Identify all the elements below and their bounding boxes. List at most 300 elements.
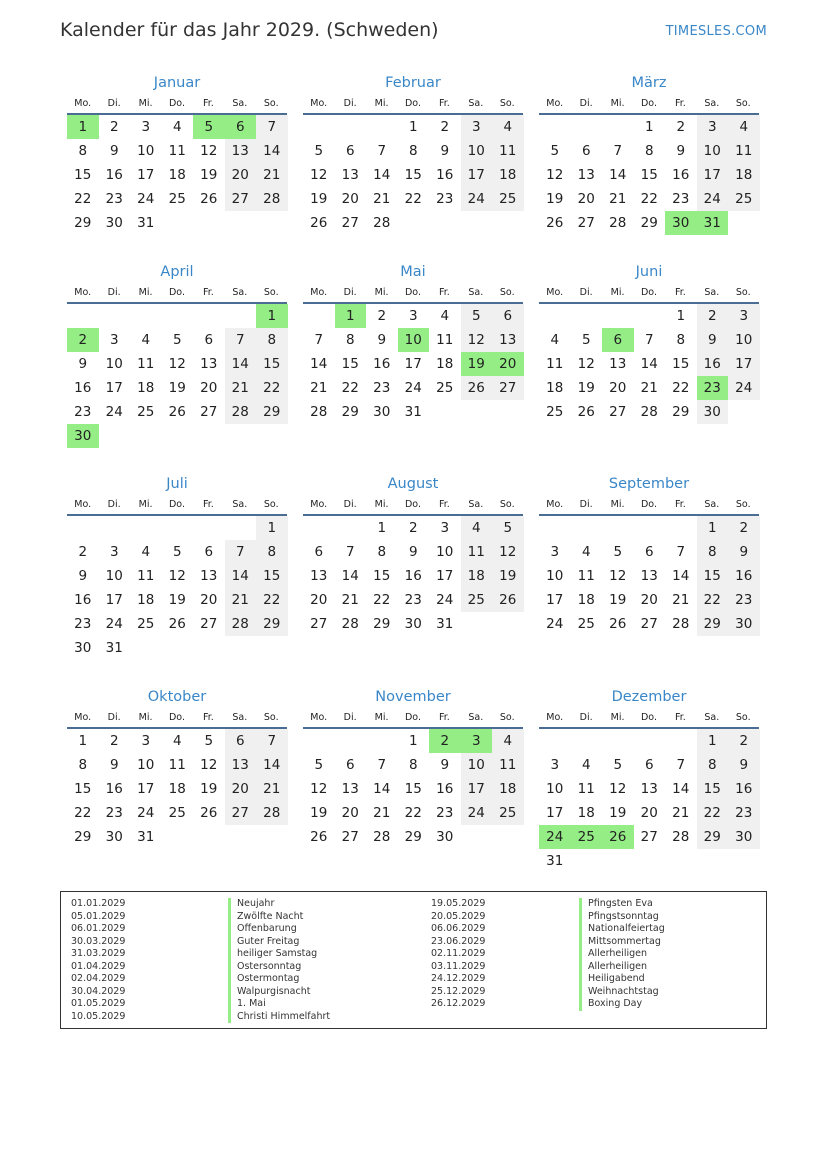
weekend-day-cell: 4 (461, 516, 493, 540)
day-cell: 28 (341, 616, 359, 632)
empty-cell (193, 516, 225, 540)
day-cell: 23 (74, 616, 92, 632)
empty-cell (130, 516, 162, 540)
weekend-day-cell: 7 (225, 540, 257, 564)
day-cell: 7 (377, 757, 387, 773)
day-cell: 1 (377, 520, 387, 536)
weekend-day-cell: 10 (728, 328, 760, 352)
day-cell: 26 (577, 404, 595, 420)
weekend-day-cell: 8 (256, 540, 288, 564)
weekend-day-cell: 13 (492, 328, 524, 352)
weekend-day-cell: 5 (461, 304, 493, 328)
day-cell: 7 (644, 332, 654, 348)
day-cell: 6 (204, 332, 214, 348)
legend-holiday-name: Ostermontag (228, 973, 330, 986)
day-cell: 26 (310, 829, 328, 845)
day-cell: 5 (172, 544, 182, 560)
weekday-header (539, 283, 759, 304)
empty-cell (602, 729, 634, 753)
weekday-label: Sa. (468, 712, 484, 723)
legend-holiday-name: Ostersonntag (228, 961, 330, 974)
day-cell: 21 (609, 191, 627, 207)
weekend-day-cell: 22 (697, 801, 729, 825)
day-cell: 25 (168, 191, 186, 207)
day-cell: 1 (408, 119, 418, 135)
weekend-day-cell: 3 (728, 304, 760, 328)
weekday-header (539, 94, 759, 115)
legend-date: 02.11.2029 (431, 948, 486, 959)
day-cell: 22 (640, 191, 658, 207)
legend-date: 01.05.2029 (71, 998, 126, 1009)
day-cell: 5 (613, 544, 623, 560)
weekend-day-cell: 21 (256, 163, 288, 187)
day-cell: 2 (676, 119, 686, 135)
holiday-day-cell: 20 (492, 352, 524, 376)
day-cell: 20 (310, 592, 328, 608)
weekend-day-cell: 6 (225, 729, 257, 753)
month-name: März (631, 75, 667, 91)
day-cell: 27 (341, 829, 359, 845)
day-cell: 25 (168, 805, 186, 821)
day-cell: 5 (314, 143, 324, 159)
legend-holiday-name: Zwölfte Nacht (228, 911, 330, 924)
weekend-day-cell: 10 (461, 753, 493, 777)
weekend-day-cell: 28 (225, 400, 257, 424)
day-cell: 3 (408, 308, 418, 324)
day-cell: 27 (577, 215, 595, 231)
legend-date: 23.06.2029 (431, 935, 486, 947)
day-cell: 2 (109, 119, 119, 135)
weekend-day-cell: 24 (728, 376, 760, 400)
day-cell: 7 (314, 332, 324, 348)
day-cell: 4 (141, 544, 151, 560)
day-cell: 11 (168, 143, 186, 159)
weekend-day-cell: 17 (728, 352, 760, 376)
day-cell: 1 (644, 119, 654, 135)
weekend-day-cell: 25 (461, 588, 493, 612)
day-cell: 15 (404, 781, 422, 797)
weekend-day-cell: 17 (461, 163, 493, 187)
weekday-header (67, 708, 287, 729)
day-cell: 5 (204, 733, 214, 749)
empty-cell (99, 516, 131, 540)
month-name: Februar (385, 75, 441, 91)
legend-date: 30.04.2029 (71, 985, 126, 997)
weekend-day-cell: 20 (225, 163, 257, 187)
holiday-day-cell: 10 (398, 328, 430, 352)
day-cell: 16 (373, 356, 391, 372)
legend-holiday-name: Guter Freitag (228, 936, 330, 949)
weekday-label: Di. (343, 712, 357, 723)
weekday-label: Sa. (704, 98, 720, 109)
weekday-label: Sa. (232, 712, 248, 723)
weekday-label: So. (263, 712, 279, 723)
weekend-day-cell: 29 (697, 612, 729, 636)
weekday-label: Do. (404, 712, 421, 723)
weekend-day-cell: 28 (225, 612, 257, 636)
weekday-label: So. (263, 499, 279, 510)
weekend-day-cell: 21 (225, 588, 257, 612)
holiday-day-cell: 24 (539, 825, 571, 849)
day-cell: 16 (74, 592, 92, 608)
day-cell: 12 (609, 568, 627, 584)
day-cell: 3 (141, 119, 151, 135)
day-cell: 16 (404, 568, 422, 584)
day-cell: 14 (373, 167, 391, 183)
day-cell: 23 (436, 805, 454, 821)
weekday-label: Mo. (310, 712, 328, 723)
day-cell: 1 (676, 308, 686, 324)
empty-cell (67, 516, 99, 540)
weekday-label: Mi. (610, 287, 625, 298)
day-cell: 25 (577, 616, 595, 632)
day-cell: 23 (105, 805, 123, 821)
day-cell: 27 (341, 215, 359, 231)
month-8 (539, 473, 759, 636)
brand-logo[interactable]: TIMESLES.COM (665, 24, 767, 39)
day-cell: 5 (581, 332, 591, 348)
empty-cell (303, 516, 335, 540)
holiday-day-cell: 25 (571, 825, 603, 849)
day-cell: 8 (345, 332, 355, 348)
weekday-label: Fr. (202, 98, 214, 109)
empty-cell (303, 304, 335, 328)
day-cell: 12 (168, 356, 186, 372)
weekend-day-cell: 18 (492, 777, 524, 801)
legend-date: 19.05.2029 (431, 898, 486, 909)
weekday-label: Di. (579, 712, 593, 723)
day-cell: 30 (105, 215, 123, 231)
empty-cell (303, 729, 335, 753)
day-cell: 20 (577, 191, 595, 207)
empty-cell (571, 516, 603, 540)
legend-holiday-name: Neujahr (228, 898, 330, 911)
day-cell: 4 (581, 757, 591, 773)
day-cell: 13 (310, 568, 328, 584)
weekend-day-cell: 26 (461, 376, 493, 400)
weekday-label: Do. (168, 499, 185, 510)
day-cell: 31 (105, 640, 123, 656)
day-cell: 11 (137, 568, 155, 584)
day-cell: 9 (109, 143, 119, 159)
legend-holiday-name: Boxing Day (579, 998, 665, 1011)
day-cell: 27 (640, 829, 658, 845)
day-cell: 23 (404, 592, 422, 608)
day-cell: 17 (137, 167, 155, 183)
day-cell: 29 (341, 404, 359, 420)
day-cell: 12 (168, 568, 186, 584)
day-cell: 30 (105, 829, 123, 845)
empty-cell (303, 115, 335, 139)
weekday-label: Mo. (74, 712, 92, 723)
day-cell: 10 (546, 781, 564, 797)
weekend-day-cell: 24 (697, 187, 729, 211)
day-cell: 26 (310, 215, 328, 231)
day-cell: 24 (546, 616, 564, 632)
day-cell: 27 (200, 404, 218, 420)
day-cell: 12 (609, 781, 627, 797)
month-0 (67, 72, 287, 235)
weekday-label: Do. (404, 499, 421, 510)
weekend-day-cell: 6 (492, 304, 524, 328)
day-cell: 23 (105, 191, 123, 207)
day-cell: 29 (640, 215, 658, 231)
day-cell: 15 (74, 167, 92, 183)
weekday-label: Sa. (468, 287, 484, 298)
day-cell: 11 (137, 356, 155, 372)
day-cell: 29 (74, 829, 92, 845)
day-cell: 10 (436, 544, 454, 560)
weekend-day-cell: 30 (728, 825, 760, 849)
day-cell: 14 (373, 781, 391, 797)
day-cell: 27 (609, 404, 627, 420)
legend-date: 25.12.2029 (431, 985, 486, 997)
weekday-label: Di. (107, 499, 121, 510)
weekday-label: Sa. (704, 712, 720, 723)
weekend-day-cell: 18 (461, 564, 493, 588)
weekend-day-cell: 2 (697, 304, 729, 328)
empty-cell (634, 516, 666, 540)
day-cell: 10 (105, 568, 123, 584)
weekend-day-cell: 14 (225, 564, 257, 588)
day-cell: 22 (74, 191, 92, 207)
weekday-label: Fr. (202, 499, 214, 510)
day-cell: 13 (609, 356, 627, 372)
weekday-header (67, 495, 287, 516)
day-cell: 9 (377, 332, 387, 348)
day-cell: 2 (440, 119, 450, 135)
month-name: Januar (153, 75, 201, 91)
day-cell: 24 (137, 805, 155, 821)
day-grid (539, 115, 760, 235)
holiday-day-cell: 2 (429, 729, 461, 753)
day-cell: 12 (546, 167, 564, 183)
day-cell: 7 (676, 544, 686, 560)
day-cell: 8 (408, 143, 418, 159)
weekend-day-cell: 13 (225, 139, 257, 163)
day-cell: 15 (74, 781, 92, 797)
weekday-label: Fr. (202, 712, 214, 723)
day-cell: 13 (200, 568, 218, 584)
day-cell: 11 (577, 781, 595, 797)
weekday-label: Fr. (674, 712, 686, 723)
empty-cell (539, 304, 571, 328)
weekend-day-cell: 14 (256, 753, 288, 777)
day-cell: 31 (546, 853, 564, 869)
day-cell: 15 (373, 568, 391, 584)
day-cell: 20 (200, 592, 218, 608)
legend-date: 31.03.2029 (71, 948, 126, 959)
day-cell: 8 (676, 332, 686, 348)
weekday-label: Mo. (74, 287, 92, 298)
day-cell: 17 (105, 592, 123, 608)
weekday-label: Di. (579, 98, 593, 109)
day-cell: 17 (546, 592, 564, 608)
weekend-day-cell: 8 (697, 540, 729, 564)
day-cell: 15 (672, 356, 690, 372)
month-3 (67, 261, 287, 448)
day-cell: 7 (613, 143, 623, 159)
day-cell: 8 (377, 544, 387, 560)
day-cell: 3 (109, 544, 119, 560)
legend-holiday-name: heiliger Samstag (228, 948, 330, 961)
weekend-day-cell: 11 (461, 540, 493, 564)
day-cell: 20 (640, 805, 658, 821)
weekday-label: Mo. (546, 287, 564, 298)
weekday-label: Mo. (310, 287, 328, 298)
day-cell: 8 (408, 757, 418, 773)
weekday-label: Di. (343, 499, 357, 510)
day-cell: 4 (141, 332, 151, 348)
empty-cell (571, 729, 603, 753)
day-cell: 18 (168, 781, 186, 797)
day-cell: 9 (440, 143, 450, 159)
legend-date: 26.12.2029 (431, 998, 486, 1009)
weekend-day-cell: 17 (697, 163, 729, 187)
day-cell: 31 (137, 215, 155, 231)
day-cell: 25 (436, 380, 454, 396)
weekend-day-cell: 25 (728, 187, 760, 211)
weekend-day-cell: 30 (728, 612, 760, 636)
day-cell: 23 (373, 380, 391, 396)
day-cell: 8 (644, 143, 654, 159)
weekday-label: Mo. (546, 98, 564, 109)
weekday-label: Mi. (374, 499, 389, 510)
day-cell: 13 (200, 356, 218, 372)
day-cell: 9 (78, 568, 88, 584)
weekend-day-cell: 27 (492, 376, 524, 400)
weekend-day-cell: 15 (697, 777, 729, 801)
day-cell: 1 (408, 733, 418, 749)
weekday-label: Mo. (74, 499, 92, 510)
day-cell: 9 (408, 544, 418, 560)
weekday-label: So. (263, 287, 279, 298)
weekend-day-cell: 16 (728, 564, 760, 588)
day-cell: 18 (168, 167, 186, 183)
day-cell: 9 (78, 356, 88, 372)
weekday-label: Fr. (438, 98, 450, 109)
holiday-day-cell: 5 (193, 115, 225, 139)
weekend-day-cell: 2 (728, 516, 760, 540)
day-cell: 23 (672, 191, 690, 207)
legend-holiday-name: Offenbarung (228, 923, 330, 936)
weekend-day-cell: 14 (225, 352, 257, 376)
weekday-label: Fr. (674, 98, 686, 109)
day-grid (67, 115, 288, 235)
weekend-day-cell: 1 (697, 516, 729, 540)
weekend-day-cell: 17 (461, 777, 493, 801)
legend-names-col-1 (228, 898, 330, 1023)
day-cell: 4 (550, 332, 560, 348)
day-grid (67, 304, 288, 448)
weekday-label: Mo. (310, 499, 328, 510)
weekday-label: So. (735, 712, 751, 723)
empty-cell (162, 516, 194, 540)
day-cell: 21 (341, 592, 359, 608)
day-cell: 25 (137, 616, 155, 632)
empty-cell (665, 516, 697, 540)
holiday-day-cell: 1 (256, 304, 288, 328)
legend-holiday-name: Walpurgisnacht (228, 986, 330, 999)
day-cell: 7 (676, 757, 686, 773)
weekday-label: So. (263, 98, 279, 109)
day-cell: 8 (78, 143, 88, 159)
day-cell: 28 (373, 829, 391, 845)
weekday-header (303, 283, 523, 304)
weekend-day-cell: 21 (256, 777, 288, 801)
day-cell: 16 (436, 167, 454, 183)
weekend-day-cell: 15 (697, 564, 729, 588)
weekday-label: Sa. (232, 98, 248, 109)
page-title: Kalender für das Jahr 2029. (Schweden) (60, 19, 439, 41)
day-cell: 10 (137, 143, 155, 159)
day-cell: 18 (436, 356, 454, 372)
weekend-day-cell: 8 (697, 753, 729, 777)
month-name: November (375, 689, 451, 705)
day-cell: 29 (404, 829, 422, 845)
month-5 (539, 261, 759, 424)
empty-cell (335, 115, 367, 139)
day-cell: 17 (546, 805, 564, 821)
day-cell: 26 (200, 191, 218, 207)
legend-date: 10.05.2029 (71, 1010, 126, 1022)
day-cell: 3 (550, 757, 560, 773)
month-name: August (387, 476, 439, 492)
day-cell: 18 (577, 592, 595, 608)
weekday-label: Do. (168, 712, 185, 723)
day-cell: 2 (377, 308, 387, 324)
weekend-day-cell: 29 (697, 825, 729, 849)
day-cell: 28 (640, 404, 658, 420)
day-cell: 12 (577, 356, 595, 372)
weekday-label: Di. (107, 712, 121, 723)
day-cell: 6 (345, 143, 355, 159)
day-cell: 26 (168, 404, 186, 420)
day-cell: 18 (577, 805, 595, 821)
weekend-day-cell: 4 (728, 115, 760, 139)
weekday-label: Di. (579, 287, 593, 298)
holiday-day-cell: 26 (602, 825, 634, 849)
weekend-day-cell: 7 (225, 328, 257, 352)
day-cell: 22 (404, 805, 422, 821)
day-cell: 19 (310, 805, 328, 821)
empty-cell (539, 729, 571, 753)
month-name: Dezember (611, 689, 687, 705)
legend-date: 01.04.2029 (71, 960, 126, 972)
weekend-day-cell: 18 (492, 163, 524, 187)
day-cell: 29 (74, 215, 92, 231)
legend-dates-col-2 (431, 898, 485, 1011)
month-name: Juli (166, 476, 188, 492)
weekday-label: Mi. (138, 287, 153, 298)
weekend-day-cell: 11 (728, 139, 760, 163)
day-grid (303, 115, 524, 235)
weekday-label: Mo. (546, 499, 564, 510)
day-cell: 19 (310, 191, 328, 207)
legend-holiday-name: 1. Mai (228, 998, 330, 1011)
weekday-label: Mi. (374, 712, 389, 723)
day-cell: 26 (168, 616, 186, 632)
day-cell: 22 (341, 380, 359, 396)
holiday-day-cell: 1 (67, 115, 99, 139)
day-cell: 8 (78, 757, 88, 773)
weekend-day-cell: 9 (728, 540, 760, 564)
empty-cell (335, 516, 367, 540)
weekend-day-cell: 16 (697, 352, 729, 376)
day-grid (539, 729, 760, 873)
day-cell: 22 (373, 592, 391, 608)
month-7 (303, 473, 523, 636)
